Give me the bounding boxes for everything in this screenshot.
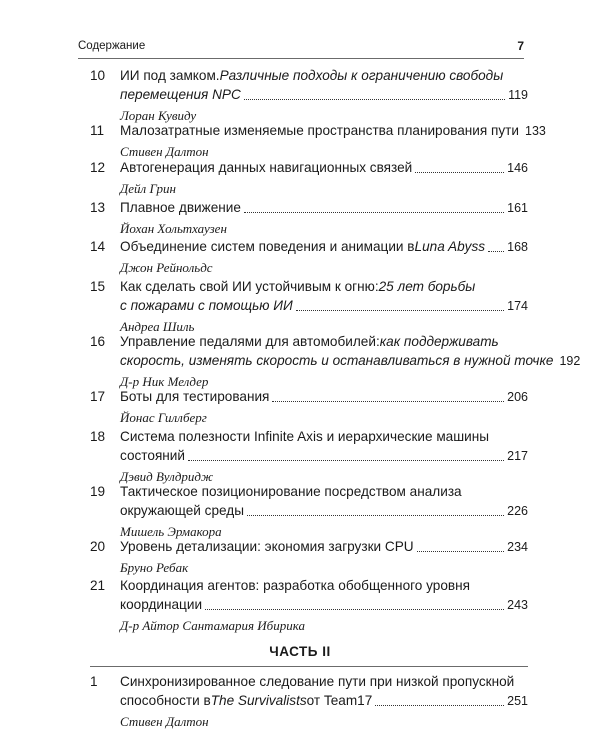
author: Д-р Ник Мелдер: [120, 374, 209, 389]
author: Йохан Хольтхаузен: [120, 221, 227, 236]
author: Дэвид Вулдридж: [120, 469, 214, 484]
title-text: Координация агентов: разработка обобщенного уровня: [120, 578, 470, 593]
title-text: Управление педалями для автомобилей:: [120, 334, 380, 349]
toc-entry[interactable]: [90, 237, 528, 276]
page-ref: 226: [507, 504, 528, 518]
chapter-title: [120, 387, 528, 407]
author: Д-р Айтор Сантамария Ибирика: [120, 618, 305, 633]
author: Лоран Кувиду: [120, 108, 197, 123]
page-ref: 251: [507, 694, 528, 708]
title-text: Плавное движение: [120, 200, 241, 215]
chapter-title: [120, 576, 528, 615]
title-text: от Team17: [306, 693, 373, 708]
title-text: координации: [120, 597, 203, 612]
leader-dots: [375, 704, 504, 706]
toc-entry[interactable]: [90, 427, 528, 485]
chapter-title: [120, 198, 528, 218]
chapter-number: 18: [90, 429, 106, 444]
page-ref: 192: [559, 354, 581, 368]
title-italic: Различные подходы к ограничению свободы: [219, 68, 504, 83]
title-text: Как сделать свой ИИ устойчивым к огню:: [120, 279, 379, 294]
title-text: окружающей среды: [120, 503, 244, 518]
running-title: Содержание: [78, 40, 146, 52]
leader-dots: [417, 550, 505, 552]
leader-dots: [488, 250, 504, 252]
chapter-number: 14: [90, 239, 106, 254]
page-ref: 243: [507, 598, 528, 612]
page-number: 7: [517, 39, 524, 53]
page-ref: 161: [507, 201, 528, 215]
chapter-number: 1: [90, 674, 98, 689]
leader-dots: [415, 171, 504, 173]
chapter-title: [120, 237, 528, 257]
title-text: Тактическое позиционирование посредством анализа: [120, 484, 462, 499]
toc-entry[interactable]: [90, 66, 528, 124]
title-text: Боты для тестирования: [120, 389, 270, 404]
title-italic: 25 лет борьбы: [378, 279, 476, 294]
chapter-title: [120, 427, 528, 466]
title-italic: с пожарами с помощью ИИ: [120, 298, 293, 313]
page-ref: 234: [507, 540, 528, 554]
toc-entry[interactable]: [90, 277, 528, 335]
chapter-number: 15: [90, 279, 106, 294]
title-text: Объединение систем поведения и анимации в: [120, 239, 415, 254]
title-italic: The Survivalists: [210, 693, 307, 708]
title-text: Автогенерация данных навигационных связей: [120, 160, 413, 175]
chapter-number: 17: [90, 389, 106, 404]
chapter-number: 12: [90, 160, 106, 175]
title-italic: скорость, изменять скорость и останавливаться в нужной точке: [120, 353, 554, 368]
chapter-title: [120, 482, 528, 521]
page-ref: 146: [507, 161, 528, 175]
author: Дейл Грин: [120, 181, 176, 196]
chapter-title: [120, 66, 528, 105]
author: Джон Рейнольдс: [120, 260, 213, 275]
title-italic: как поддерживать: [379, 334, 499, 349]
title-text: Синхронизированное следование пути при низкой пропускной: [120, 674, 515, 689]
author: Андреа Шиль: [120, 319, 195, 334]
part-divider: [90, 666, 528, 667]
author: Мишель Эрмакора: [120, 524, 222, 539]
leader-dots: [272, 400, 504, 402]
author: Стивен Далтон: [120, 714, 209, 729]
leader-dots: [247, 514, 504, 516]
title-text: состояний: [120, 448, 185, 463]
toc-entry[interactable]: [90, 672, 528, 730]
chapter-title: [120, 277, 528, 316]
chapter-number: 20: [90, 539, 106, 554]
chapter-number: 16: [90, 334, 106, 349]
leader-dots: [244, 211, 504, 213]
page-ref: 206: [507, 390, 528, 404]
chapter-number: 10: [90, 68, 106, 83]
toc-entry[interactable]: [90, 387, 528, 426]
title-text: ИИ под замком.: [120, 68, 220, 83]
chapter-number: 21: [90, 578, 106, 593]
page-ref: 174: [507, 299, 528, 313]
page-ref: 168: [507, 240, 528, 254]
chapter-title: [120, 332, 581, 371]
title-text: способности в: [120, 693, 211, 708]
chapter-number: 11: [90, 123, 105, 138]
title-italic: перемещения NPC: [120, 87, 241, 102]
toc-entry[interactable]: [90, 121, 546, 160]
page-header: [78, 36, 524, 59]
chapter-number: 13: [90, 200, 106, 215]
chapter-title: [120, 121, 546, 141]
toc-entry[interactable]: [90, 482, 528, 540]
page-ref: 133: [525, 124, 546, 138]
author: Бруно Ребак: [120, 560, 189, 575]
toc-entry[interactable]: [90, 537, 528, 576]
page-ref: 119: [508, 88, 528, 102]
toc-entry[interactable]: [90, 332, 581, 390]
title-text: Уровень детализации: экономия загрузки CPU: [120, 539, 414, 554]
chapter-title: [120, 537, 528, 557]
author: Йонас Гиллберг: [120, 410, 207, 425]
title-text: Малозатратные изменяемые пространства планирования пути: [120, 123, 520, 138]
leader-dots: [296, 309, 504, 311]
part-heading: ЧАСТЬ II: [269, 644, 331, 659]
leader-dots: [205, 608, 504, 610]
chapter-title: [120, 672, 528, 711]
chapter-number: 19: [90, 484, 106, 499]
title-italic: Luna Abyss: [414, 239, 486, 254]
toc-entry[interactable]: [90, 198, 528, 237]
title-text: Система полезности Infinite Axis и иерархические машины: [120, 429, 490, 444]
leader-dots: [188, 459, 504, 461]
leader-dots: [244, 98, 505, 100]
chapter-title: [120, 158, 528, 178]
page-ref: 217: [507, 449, 528, 463]
toc-entry[interactable]: [90, 158, 528, 197]
author: Стивен Далтон: [120, 144, 209, 159]
toc-entry[interactable]: [90, 576, 528, 634]
